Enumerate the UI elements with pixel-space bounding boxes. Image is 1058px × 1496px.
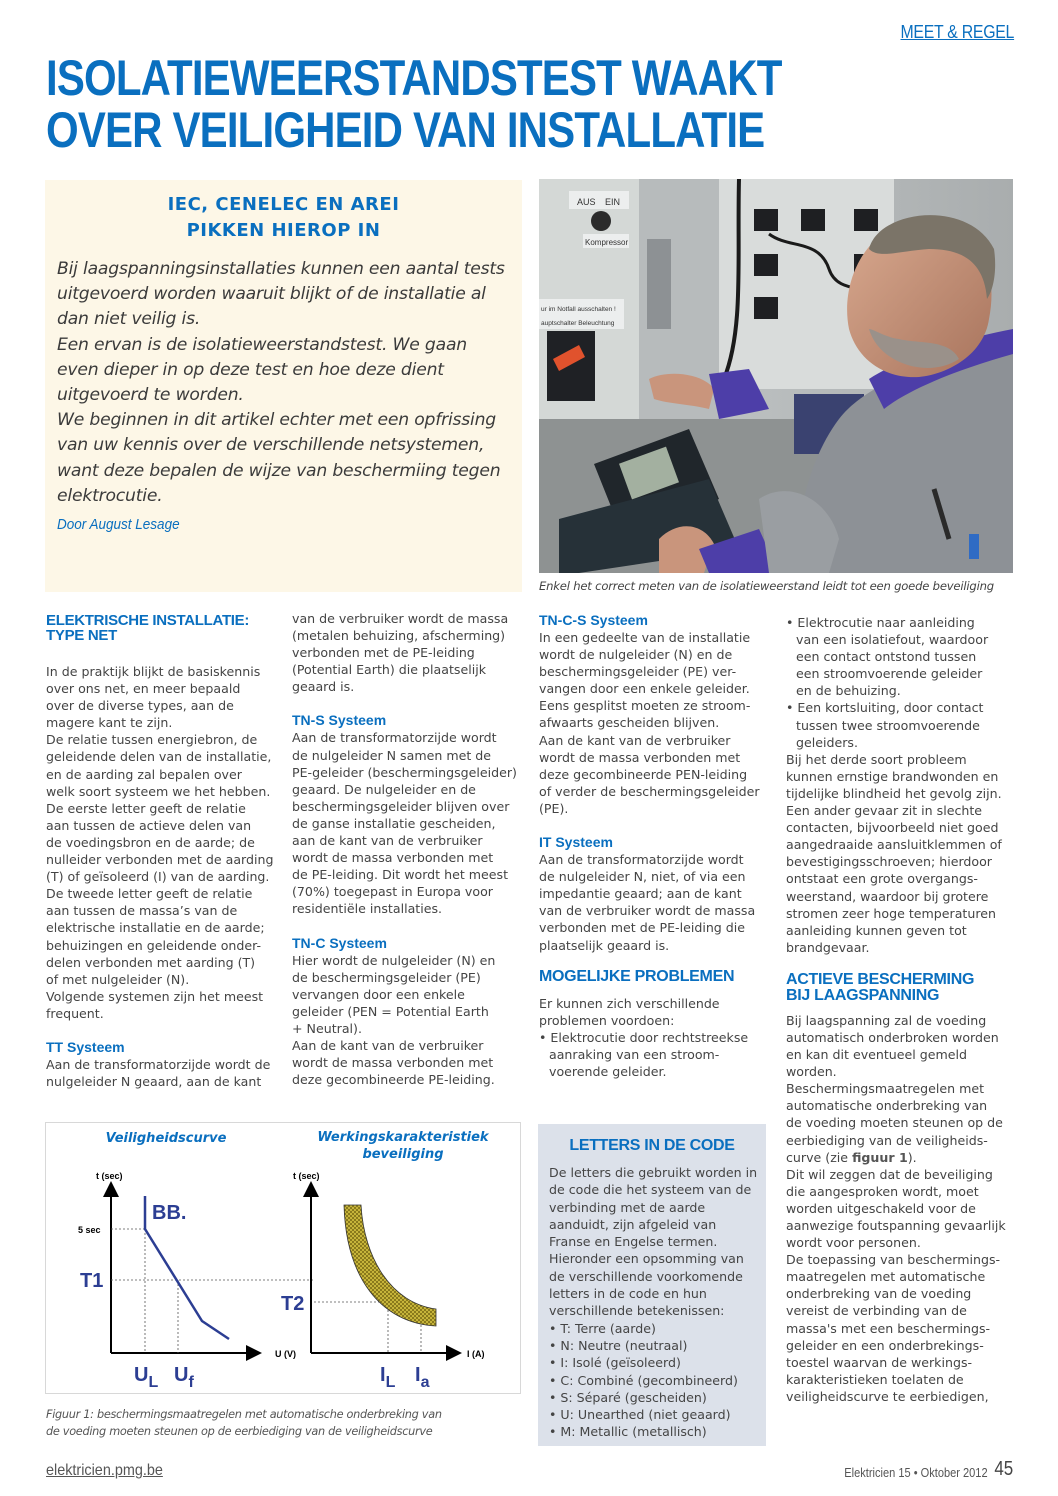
paragraph-tn-c-systeem	[292, 952, 527, 1089]
text-line: worden uitgeschakeld voor de	[786, 1200, 976, 1216]
text-line: • Elektrocutie naar aanleiding	[786, 615, 975, 630]
paragraph-tn-c-s-systeem	[539, 629, 769, 817]
paragraph-type-net	[46, 663, 276, 1022]
text-line: massa's met een beschermings-	[786, 1320, 991, 1336]
text-line: Franse en Engelse termen.	[549, 1234, 718, 1250]
text-line: • T: Terre (aarde)	[549, 1320, 656, 1336]
text-line: automatisch onderbroken worden	[786, 1029, 999, 1045]
text-line: • N: Neutre (neutraal)	[549, 1337, 688, 1353]
text-line: geleidende delen van de installatie,	[46, 749, 272, 765]
text-line: even dieper in op deze test en hoe deze dient	[57, 359, 444, 380]
text-line: veiligheidscurve te eerbiedigen,	[786, 1388, 989, 1404]
text-line: • Een kortsluiting, door contact	[786, 700, 984, 716]
text-line: wordt de massa verbonden met	[292, 850, 494, 866]
label-uf: $U_f$	[174, 1364, 194, 1391]
sidebar-paragraph	[549, 1164, 757, 1320]
text-line: verbinding met de aarde	[549, 1199, 706, 1215]
text-line: karakteristieken toelaten de	[786, 1371, 964, 1387]
text-line: brandgevaar.	[786, 939, 870, 955]
heading-line-2: TYPE NET	[46, 627, 117, 644]
text-line: Aan de kant van de verbruiker	[292, 1037, 484, 1053]
text-line: (T) of geïsoleerd (I) van de aarding.	[46, 869, 270, 885]
text-line: magere kant te zijn.	[46, 715, 173, 731]
right-x-axis-label: I (A)	[467, 1349, 485, 1359]
text-line: Beschermingsmaatregelen met	[786, 1081, 985, 1097]
text-line: en de behuizing.	[796, 683, 901, 699]
text-line: wordt de massa verbonden met	[292, 1055, 494, 1071]
text-line: We beginnen in dit artikel echter met een opfrissing	[57, 410, 497, 431]
intro-box	[45, 180, 522, 592]
photo-illustration	[539, 179, 1013, 573]
text-line: die aangesproken wordt, moet	[786, 1183, 979, 1199]
label-5-sec: 5 sec	[78, 1225, 101, 1235]
text-line: maatregelen met automatische	[786, 1269, 986, 1285]
paragraph-active-protection-b	[786, 1166, 1026, 1405]
intro-title-line-2: PIKKEN HIEROP IN	[186, 220, 381, 241]
label-notfall: ur im Notfall ausschalten !	[541, 306, 616, 313]
text-line: en kan dit eventueel gemeld	[786, 1047, 968, 1063]
text-line: de beschermingsgeleider (PE)	[292, 969, 481, 985]
text-line: geleiders.	[796, 734, 858, 750]
text-line: van uw kennis over de verschillende netsystemen,	[57, 435, 485, 456]
text-line: verbonden met de PE-leiding	[292, 645, 475, 661]
right-chart-title-line-2: beveiliging	[362, 1147, 444, 1162]
label-bb: BB.	[152, 1202, 187, 1224]
column-4	[786, 614, 1026, 1405]
text-line: en de aarding zal bepalen over	[46, 766, 242, 782]
paragraph-hazards	[786, 751, 1026, 956]
sidebar-body	[549, 1164, 757, 1441]
text-line: de nulgeleider N, niet, of via een	[539, 869, 746, 885]
text-line: de ganse installatie gescheiden,	[292, 815, 496, 831]
text-line: Aan de kant van de verbruiker	[539, 732, 731, 748]
headline-line-1: ISOLATIEWEERSTANDSTEST WAAKT	[46, 50, 782, 106]
text-line: impedantie geaard; aan de kant	[539, 886, 742, 902]
text-line: In een gedeelte van de installatie	[539, 630, 751, 645]
text-line: de nulgeleider N samen met de	[292, 747, 492, 763]
text-line: een stroomvoerende geleider	[796, 666, 983, 682]
text-line: • M: Metallic (metallisch)	[549, 1424, 707, 1440]
label-beleuchtung: auptschalter Beleuchtung	[541, 320, 615, 327]
text-line: wordt voor personen.	[786, 1235, 921, 1251]
text-line: Een ervan is de isolatieweerstandstest. We gaan	[57, 334, 467, 355]
text-line: behuizingen en geleidende onder-	[46, 937, 262, 953]
footer-issue: Elektricien 15 • Oktober 2012	[844, 1465, 988, 1480]
text-line: automatische onderbreking van	[786, 1098, 988, 1114]
label-t2: T2	[281, 1293, 305, 1315]
text-line: (70%) toegepast in Europa voor	[292, 884, 493, 900]
sidebar-code-list	[549, 1320, 757, 1441]
text-line: weerstand, waardoor bij grotere	[786, 888, 989, 904]
text-line: voerende geleider.	[549, 1063, 667, 1079]
text-line: • I: Isolé (geïsoleerd)	[549, 1355, 681, 1371]
text-line: + Neutral).	[292, 1020, 362, 1036]
paragraph-tn-s-systeem	[292, 729, 527, 917]
heading-line-2: BIJ LAAGSPANNING	[786, 986, 940, 1004]
text-line: onderbreking van de voeding	[786, 1286, 972, 1302]
text-line: In de praktijk blijkt de basiskennis	[46, 664, 261, 679]
label-il: $I_L$	[380, 1364, 396, 1391]
paragraph-it-systeem	[539, 851, 769, 954]
text: ).	[907, 1149, 917, 1165]
bullet-short-circuit	[786, 699, 1026, 750]
text-line: aanduidt, zijn afgeleid van	[549, 1216, 717, 1232]
text-line: De letters die gebruikt worden in	[549, 1165, 758, 1180]
heading-tt-systeem: TT Systeem	[46, 1038, 125, 1055]
text-line: • S: Séparé (gescheiden)	[549, 1389, 707, 1405]
figure-caption-line-2: de voeding moeten steunen op de eerbiediging van de veiligheidscurve	[46, 1425, 433, 1438]
figure-1-link[interactable]: figuur 1	[852, 1149, 908, 1165]
text-line: contacten, bijvoorbeeld niet goed	[786, 820, 999, 836]
text-line: of met nulgeleider (N).	[46, 971, 190, 987]
text-line: wordt de massa verbonden met	[539, 749, 741, 765]
text-line: aangedraaide aansluitklemmen of	[786, 837, 1002, 853]
text-line: (PE).	[539, 800, 569, 816]
text-line: Hieronder een opsomming van	[549, 1251, 744, 1267]
text-line: frequent.	[46, 1005, 104, 1021]
heading-line-1: ELEKTRISCHE INSTALLATIE:	[46, 612, 250, 629]
text-line: aan tussen de massa’s van de	[46, 903, 238, 919]
text-line: van een isolatiefout, waardoor	[796, 632, 989, 648]
byline: Door August Lesage	[57, 516, 180, 533]
paragraph-active-protection-a	[786, 1012, 1026, 1149]
text-line: verbonden met de PE-leiding die	[539, 920, 746, 936]
heading-elektrische-installatie	[46, 613, 276, 643]
heading-line-1: ACTIEVE BESCHERMING	[786, 970, 975, 988]
text-line: verschillende betekenissen:	[549, 1303, 725, 1319]
column-2	[292, 610, 527, 1088]
text-line: plaatselijk geaard is.	[539, 937, 670, 953]
text-line: elektrocutie.	[57, 485, 163, 506]
text-line: welk soort systeem we het hebben.	[46, 783, 271, 799]
text-line: De relatie tussen energiebron, de	[46, 732, 258, 748]
right-chart-title-line-1: Werkingskarakteristiek	[317, 1130, 489, 1145]
right-y-axis-label: t (sec)	[293, 1171, 320, 1181]
text-line: Er kunnen zich verschillende	[539, 995, 720, 1011]
text-line: Dit wil zeggen dat de beveiliging	[786, 1166, 993, 1182]
text-line: uitgevoerd te worden.	[57, 385, 244, 406]
text-line: aanraking van een stroom-	[549, 1046, 720, 1062]
section-tag[interactable]: MEET & REGEL	[900, 22, 1014, 42]
text-line: vervangen door een enkele	[292, 986, 465, 1002]
figure-reference-line	[786, 1149, 1026, 1166]
text-line: nulleider verbonden met de aarding	[46, 852, 274, 868]
text-line: aanleiding kunnen geven tot	[786, 922, 967, 938]
photo-technician-testing	[539, 179, 1013, 573]
text-line: Eens gesplitst moeten ze stroom-	[539, 698, 751, 714]
text-line: want deze bepalen de wijze van beschermiing tegen	[57, 460, 501, 481]
sidebar-heading: LETTERS IN DE CODE	[569, 1137, 735, 1154]
headline	[46, 52, 869, 156]
label-ia: $I_a$	[415, 1364, 430, 1391]
text-line: Aan de transformatorzijde wordt de	[46, 1056, 271, 1072]
heading-actieve-bescherming	[786, 972, 1026, 1004]
label-ul: $U_L$	[134, 1364, 159, 1391]
intro-title	[45, 192, 522, 244]
text-line: van de verbruiker wordt de massa	[539, 903, 756, 919]
text-line: Een ander gevaar zit in slechte	[786, 803, 983, 819]
text-line: problemen voordoen:	[539, 1012, 675, 1028]
text-line: • U: Unearthed (niet geaard)	[549, 1407, 731, 1423]
text-line: een contact ontstond tussen	[796, 649, 977, 665]
intro-title-line-1: IEC, CENELEC EN AREI	[167, 194, 400, 215]
text-line: de voeding moeten steunen op de	[786, 1115, 1003, 1131]
paragraph-tt-systeem	[46, 1056, 276, 1090]
text-line: residentiële installaties.	[292, 901, 443, 917]
text-line: PE-geleider (beschermingsgeleider)	[292, 764, 517, 780]
text-line: Aan de transformatorzijde wordt	[292, 730, 497, 746]
label-ein: EIN	[605, 197, 621, 207]
left-y-axis-label: t (sec)	[96, 1171, 123, 1181]
text-line: Hier wordt de nulgeleider (N) en	[292, 952, 496, 968]
text-line: • Elektrocutie door rechtstreekse	[539, 1029, 749, 1045]
page-number: 45	[994, 1458, 1013, 1480]
text-line: deze gecombineerde PE-leiding.	[292, 1072, 495, 1088]
figure-caption	[46, 1406, 442, 1440]
text-line: wordt de nulgeleider (N) en de	[539, 647, 733, 663]
text-line: tussen twee stroomvoerende	[796, 717, 980, 733]
text-line: De tweede letter geeft de relatie	[46, 886, 253, 902]
text-line: Bij laagspanningsinstallaties kunnen een aantal tests	[57, 259, 505, 279]
text-line: (metalen behuizing, afscherming)	[292, 628, 506, 644]
text-line: (Potential Earth) die plaatselijk	[292, 662, 486, 678]
text-line: de verschillende voorkomende	[549, 1268, 743, 1284]
heading-tn-c-systeem: TN-C Systeem	[292, 934, 387, 951]
label-kompressor: Kompressor	[585, 238, 629, 247]
text-line: Aan de transformatorzijde wordt	[539, 852, 744, 868]
text-line: toestel waarvan de werkings-	[786, 1354, 973, 1370]
text-line: beschermingsgeleider blijven over	[292, 798, 510, 814]
text-line: geleider (PEN = Potential Earth	[292, 1003, 489, 1019]
text-line: uitgevoerd worden waaruit blijkt of de installatie al	[57, 284, 486, 305]
paragraph-problems-intro	[539, 995, 769, 1029]
text-line: deze gecombineerde PEN-leiding	[539, 766, 748, 782]
figure-caption-line-1: Figuur 1: beschermingsmaatregelen met automatische onderbreking van	[46, 1408, 442, 1421]
text-line: vereist de verbinding van de	[786, 1303, 967, 1319]
text-line: dan niet veilig is.	[57, 309, 201, 330]
heading-mogelijke-problemen: MOGELIJKE PROBLEMEN	[539, 967, 735, 985]
text-line: tijdelijke blindheid het gevolg zijn.	[786, 785, 1002, 801]
text-line: de PE-leiding. Dit wordt het meest	[292, 867, 509, 883]
text-line: geaard is.	[292, 679, 355, 695]
figure-1	[45, 1122, 521, 1394]
sidebar-letters-in-de-code	[538, 1124, 766, 1446]
label-t1: T1	[80, 1270, 104, 1292]
text-line: nulgeleider N geaard, aan de kant	[46, 1074, 262, 1090]
bullet-isolation-fault	[786, 614, 1026, 699]
text-line: Bij het derde soort probleem	[786, 751, 967, 767]
tripping-characteristic-band	[344, 1205, 436, 1326]
text-line: letters in de code en hun	[549, 1286, 707, 1302]
bullet-direct-contact	[539, 1029, 769, 1080]
text-line: kunnen ernstige brandwonden en	[786, 768, 999, 784]
text-line: elektrische installatie en de aarde;	[46, 920, 265, 936]
text-line: eerbiediging van de veiligheids-	[786, 1132, 988, 1148]
text-line: De toepassing van beschermings-	[786, 1252, 1001, 1268]
text-line: De eerste letter geeft de relatie	[46, 800, 246, 816]
text-line: delen verbonden met aarding (T)	[46, 954, 256, 970]
text: curve (zie	[786, 1149, 853, 1165]
text-line: stromen zeer hoge temperaturen	[786, 905, 996, 921]
text-line: de code die het systeem van de	[549, 1182, 752, 1198]
column-3	[539, 612, 769, 1080]
heading-tn-s-systeem: TN-S Systeem	[292, 712, 387, 729]
text-line: geaard. De nulgeleider en de	[292, 781, 476, 797]
paragraph-tt-systeem-continued	[292, 610, 527, 695]
intro-body	[57, 257, 517, 509]
text-line: aan tussen de actieve delen van	[46, 817, 252, 833]
text-line: aanwezige foutspanning gevaarlijk	[786, 1218, 1006, 1233]
text-line: afwaarts gescheiden blijven.	[539, 715, 720, 731]
headline-line-2: OVER VEILIGHEID VAN INSTALLATIE	[46, 102, 765, 158]
left-chart-title: Veiligheidscurve	[105, 1131, 227, 1146]
text-line: vangen door een enkele geleider.	[539, 681, 750, 697]
label-aus: AUS	[577, 197, 596, 207]
text-line: • C: Combiné (gecombineerd)	[549, 1372, 738, 1388]
heading-tn-c-s-systeem: TN-C-S Systeem	[539, 612, 648, 628]
text-line: worden.	[786, 1064, 837, 1080]
text-line: Volgende systemen zijn het meest	[46, 988, 264, 1004]
text-line: over de diverse types, aan de	[46, 698, 234, 714]
text-line: bevestigingsschroeven; hierdoor	[786, 854, 992, 870]
heading-it-systeem: IT Systeem	[539, 834, 613, 851]
text-line: beschermingsgeleider (PE) ver-	[539, 664, 737, 680]
column-1	[46, 613, 276, 1090]
text-line: de voedingsbron en de aarde; de	[46, 834, 255, 850]
rotary-switch-icon	[591, 211, 611, 231]
footer-website-link[interactable]: elektricien.pmg.be	[46, 1462, 163, 1479]
text-line: over ons net, en meer bepaald	[46, 681, 241, 697]
left-x-axis-label: U (V)	[275, 1349, 296, 1359]
text-line: Bij laagspanning zal de voeding	[786, 1012, 987, 1028]
text-line: of verder de beschermingsgeleider	[539, 783, 760, 799]
figure-1-diagram	[46, 1123, 522, 1395]
photo-caption: Enkel het correct meten van de isolatieweerstand leidt tot een goede beveiliging	[539, 579, 994, 593]
text-line: aan de kant van de verbruiker	[292, 833, 483, 849]
text-line: ontstaat een grote overgangs-	[786, 871, 978, 887]
text-line: van de verbruiker wordt de massa	[292, 611, 509, 626]
text-line: geleider en een onderbrekings-	[786, 1337, 984, 1353]
